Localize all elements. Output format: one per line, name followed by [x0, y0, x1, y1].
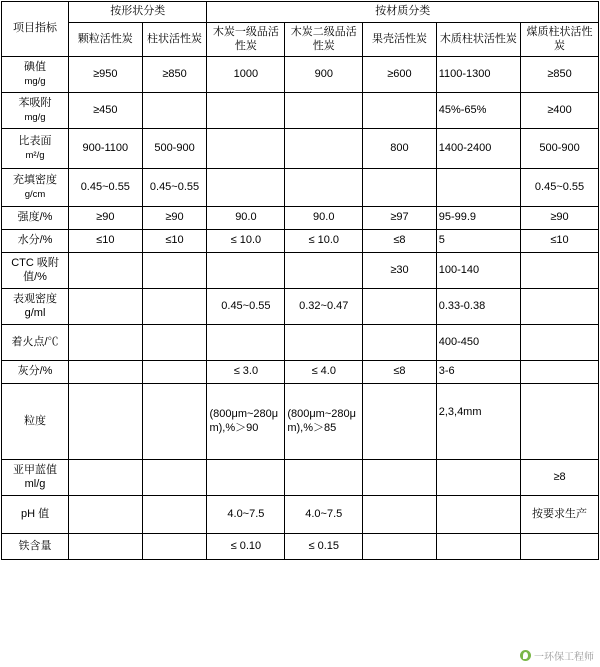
- table-cell: 0.32~0.47: [285, 289, 363, 325]
- table-cell: ≥90: [69, 207, 143, 230]
- table-cell: ≤ 10.0: [285, 230, 363, 253]
- table-cell: [142, 496, 207, 534]
- table-cell: [363, 496, 437, 534]
- watermark-text: 一环保工程师: [534, 652, 594, 663]
- table-cell: ≥30: [363, 253, 437, 289]
- table-cell: [521, 384, 599, 460]
- table-cell: 90.0: [285, 207, 363, 230]
- table-cell: ≥450: [69, 93, 143, 129]
- table-cell: [142, 460, 207, 496]
- table-cell: [436, 496, 520, 534]
- row-unit-text: mg/g: [24, 111, 46, 123]
- table-cell: [521, 325, 599, 361]
- table-cell: [69, 289, 143, 325]
- row-label: CTC 吸附值/%: [2, 253, 69, 289]
- table-row: [2, 534, 599, 560]
- row-unit-text: g/cm: [24, 188, 46, 200]
- column-header-wood-grade1: 木炭一级品活性炭: [207, 22, 285, 57]
- table-cell: [207, 460, 285, 496]
- table-cell: 2,3,4mm: [436, 384, 520, 460]
- table-cell: [142, 289, 207, 325]
- column-header-wood-columnar: 木质柱状活性炭: [436, 22, 520, 57]
- table-cell: [69, 253, 143, 289]
- table-cell: [142, 93, 207, 129]
- table-cell: ≤8: [363, 230, 437, 253]
- table-cell: ≥850: [142, 57, 207, 93]
- table-cell: [363, 93, 437, 129]
- table-cell: 5: [436, 230, 520, 253]
- table-row: [2, 207, 599, 230]
- table-cell: [285, 129, 363, 169]
- row-unit-text: mg/g: [24, 75, 46, 87]
- table-cell: 4.0~7.5: [285, 496, 363, 534]
- table-row: [2, 325, 599, 361]
- table-cell: 1400-2400: [436, 129, 520, 169]
- table-cell: ≥400: [521, 93, 599, 129]
- table-cell: ≥600: [363, 57, 437, 93]
- table-cell: [363, 534, 437, 560]
- row-label: [2, 129, 69, 169]
- table-cell: 900-1100: [69, 129, 143, 169]
- table-row: [2, 253, 599, 289]
- row-label: [2, 169, 69, 207]
- row-label: 水分/%: [2, 230, 69, 253]
- table-cell: 500-900: [521, 129, 599, 169]
- table-cell: [436, 460, 520, 496]
- table-cell: 0.45~0.55: [142, 169, 207, 207]
- table-cell: [69, 325, 143, 361]
- table-cell: 0.45~0.55: [69, 169, 143, 207]
- table-cell: [142, 253, 207, 289]
- table-cell: ≤10: [69, 230, 143, 253]
- table-cell: [69, 384, 143, 460]
- column-header-shell: 果壳活性炭: [363, 22, 437, 57]
- row-label: 粒度: [2, 384, 69, 460]
- watermark: [520, 648, 594, 663]
- table-cell: [436, 534, 520, 560]
- table-cell: 1100-1300: [436, 57, 520, 93]
- row-label: 铁含量: [2, 534, 69, 560]
- row-unit-text: m²/g: [25, 149, 45, 161]
- table-cell: [436, 169, 520, 207]
- table-cell: 1000: [207, 57, 285, 93]
- table-cell: [207, 169, 285, 207]
- table-cell: 100-140: [436, 253, 520, 289]
- table-cell: 3-6: [436, 361, 520, 384]
- table-cell: 45%-65%: [436, 93, 520, 129]
- table-row: [2, 57, 599, 93]
- table-cell: [69, 361, 143, 384]
- table-row: [2, 169, 599, 207]
- table-cell: 0.33-0.38: [436, 289, 520, 325]
- row-label: pH 值: [2, 496, 69, 534]
- table-cell: [521, 361, 599, 384]
- table-cell: 0.45~0.55: [521, 169, 599, 207]
- column-header-coal-columnar: 煤质柱状活性炭: [521, 22, 599, 57]
- table-column-header-row: [2, 22, 599, 57]
- table-cell: 按要求生产: [521, 496, 599, 534]
- table-cell: (800μm~280μm),%＞85: [285, 384, 363, 460]
- column-header-granular: 颗粒活性炭: [69, 22, 143, 57]
- column-header-wood-grade2: 木炭二级品活性炭: [285, 22, 363, 57]
- table-cell: [142, 384, 207, 460]
- table-cell: 400-450: [436, 325, 520, 361]
- table-cell: ≤10: [521, 230, 599, 253]
- specification-table: [1, 1, 599, 560]
- table-cell: [207, 93, 285, 129]
- row-label: 灰分/%: [2, 361, 69, 384]
- table-cell: 500-900: [142, 129, 207, 169]
- table-cell: [207, 325, 285, 361]
- table-cell: [69, 534, 143, 560]
- row-label: 强度/%: [2, 207, 69, 230]
- table-cell: [69, 460, 143, 496]
- row-label-text: 碘值: [24, 61, 47, 73]
- table-row: [2, 230, 599, 253]
- table-cell: ≤ 10.0: [207, 230, 285, 253]
- table-cell: [285, 93, 363, 129]
- table-cell: 95-99.9: [436, 207, 520, 230]
- table-cell: ≤ 4.0: [285, 361, 363, 384]
- table-cell: [285, 325, 363, 361]
- table-row: [2, 129, 599, 169]
- table-cell: [285, 169, 363, 207]
- table-cell: [285, 253, 363, 289]
- table-cell: [521, 253, 599, 289]
- table-row: [2, 496, 599, 534]
- table-cell: ≤8: [363, 361, 437, 384]
- table-cell: [521, 289, 599, 325]
- leaf-icon: [520, 650, 531, 661]
- table-cell: 90.0: [207, 207, 285, 230]
- row-label: 亚甲蓝值 ml/g: [2, 460, 69, 496]
- table-row: [2, 361, 599, 384]
- group-header-shape: 按形状分类: [69, 2, 207, 23]
- table-cell: ≤10: [142, 230, 207, 253]
- row-label-text: 充填密度: [13, 174, 58, 186]
- row-label-text: 苯吸附: [18, 97, 52, 109]
- group-header-material: 按材质分类: [207, 2, 599, 23]
- table-cell: 900: [285, 57, 363, 93]
- table-cell: [69, 496, 143, 534]
- table-cell: ≥850: [521, 57, 599, 93]
- table-cell: ≥90: [521, 207, 599, 230]
- table-cell: [207, 253, 285, 289]
- table-group-header-row: [2, 2, 599, 23]
- table-cell: ≤ 0.10: [207, 534, 285, 560]
- row-label-text: 比表面: [18, 135, 52, 147]
- row-label: 表观密度 g/ml: [2, 289, 69, 325]
- corner-label: 项目指标: [2, 2, 69, 57]
- table-cell: 4.0~7.5: [207, 496, 285, 534]
- table-cell: ≥950: [69, 57, 143, 93]
- table-cell: [363, 289, 437, 325]
- row-label: [2, 57, 69, 93]
- table-cell: [363, 325, 437, 361]
- column-header-columnar: 柱状活性炭: [142, 22, 207, 57]
- table-cell: 800: [363, 129, 437, 169]
- table-cell: ≤ 0.15: [285, 534, 363, 560]
- table-cell: [363, 384, 437, 460]
- table-cell: [142, 325, 207, 361]
- row-label: 着火点/℃: [2, 325, 69, 361]
- table-cell: [142, 534, 207, 560]
- table-row: [2, 384, 599, 460]
- table-cell: [521, 534, 599, 560]
- table-row: [2, 93, 599, 129]
- table-cell: (800μm~280μm),%＞90: [207, 384, 285, 460]
- table-cell: [363, 169, 437, 207]
- table-cell: ≤ 3.0: [207, 361, 285, 384]
- table-cell: [363, 460, 437, 496]
- table-row: [2, 289, 599, 325]
- table-cell: ≥97: [363, 207, 437, 230]
- table-row: [2, 460, 599, 496]
- row-label: [2, 93, 69, 129]
- table-cell: ≥8: [521, 460, 599, 496]
- table-cell: ≥90: [142, 207, 207, 230]
- table-cell: [285, 460, 363, 496]
- table-cell: [207, 129, 285, 169]
- table-cell: 0.45~0.55: [207, 289, 285, 325]
- table-cell: [142, 361, 207, 384]
